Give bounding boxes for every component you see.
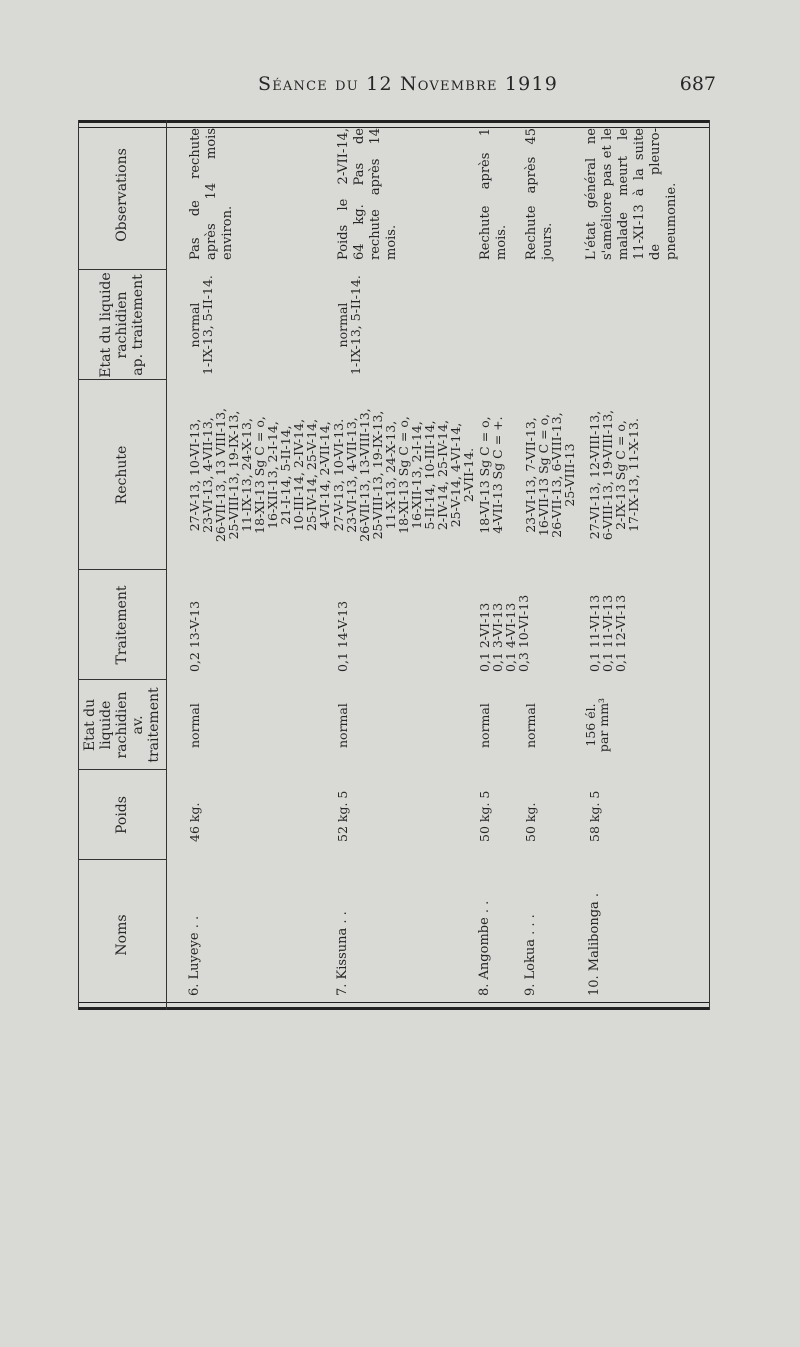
data-table — [78, 120, 710, 1010]
row-10-observations: L'état général ne s'améliore pas et le malade meurt le 11-XI-13 à la suite de pleuro-pneumonie. — [584, 128, 679, 260]
col-header-observations: Observations — [114, 148, 130, 242]
row-10-rechute: 27-VI-13, 12-VIII-13, 6-VIII-13, 19-VIII-13, 2-IX-13 Sg C = o, 17-IX-13, 11-X-13. — [587, 409, 641, 541]
row-6-rechute: 27-V-13, 10-VI-13, 23-VI-13, 4-VII-13, 26-VII-13, 13 VIII-13, 25-VIII-13, 19-IX-13, 11-IX-13, 24-X-13, 18-XI-13 Sg C = o, 16-XII-13, 2-I-14, 21-I-14, 5-II-14, 10-III-14, 2-IV-14, 25-IV-14, 25-V-14, 4-VI-14, 2-VII-14, — [187, 407, 332, 543]
row-7-traitement: 0,1 14-V-13 — [335, 600, 350, 672]
row-6-poids: 46 kg. — [187, 802, 202, 842]
row-7-etat-ap: normal 1-IX-13, 5-II-14. — [335, 275, 363, 375]
row-9-poids: 50 kg. — [523, 802, 538, 842]
col-header-traitement: Traitement — [114, 585, 130, 665]
row-8-rechute: 18-VI-13 Sg C = o, 4-VII-13 Sg C = +. — [477, 416, 505, 534]
row-8-nom: 8. Angombe . . — [477, 900, 492, 996]
row-6-observations: Pas de rechute après 14 mois environ. — [188, 128, 235, 260]
row-10-etat-av: 156 él. par mm³ — [583, 697, 611, 753]
running-header — [0, 73, 800, 103]
col-header-rechute: Rechute — [114, 445, 130, 505]
row-6-etat-ap: normal 1-IX-13, 5-II-14. — [187, 275, 215, 375]
row-6-traitement: 0,2 13-V-13 — [187, 600, 202, 672]
row-8-poids: 50 kg. 5 — [477, 790, 492, 842]
row-9-observations: Rechute après 45 jours. — [524, 128, 555, 260]
row-7-nom: 7. Kissuna . . — [335, 911, 350, 996]
header-title: Séance du 12 Novembre 1919 — [258, 73, 559, 95]
col-header-etat-av: Etat du liquide rachidien av. traitement — [82, 687, 162, 763]
col-header-poids: Poids — [114, 796, 130, 834]
row-10-traitement: 0,1 11-VI-13 0,1 11-VI-13 0,1 12-VI-13 — [587, 594, 628, 672]
row-8-observations: Rechute après 1 mois. — [478, 128, 509, 260]
page-number: 687 — [679, 73, 716, 95]
row-7-etat-av: normal — [335, 703, 350, 748]
row-6-nom: 6. Luyeye . . — [187, 915, 202, 996]
row-7-poids: 52 kg. 5 — [335, 790, 350, 842]
row-8-etat-av: normal — [477, 703, 492, 748]
row-7-observations: Poids le 2-VII-14, 64 kg. Pas de rechute après 14 mois. — [336, 128, 399, 260]
row-10-nom: 10. Malibonga . — [587, 892, 602, 996]
row-8-traitement: 0,1 2-VI-13 0,1 3-VI-13 0,1 4-VI-13 0,3 10-VI-13 — [477, 594, 531, 672]
col-header-etat-ap: Etat du liquide rachidien ap. traitement — [98, 272, 146, 378]
row-9-nom: 9. Lokua . . . — [523, 914, 538, 996]
row-9-etat-av: normal — [523, 703, 538, 748]
row-7-rechute: 27-V-13, 10-VI-13. 23-VI-13, 4-VII-13, 26-VII-13, 13-VIII-13, 25-VIII-13, 19-IX-13, 11-X-13, 24-X-13, 18-XI-13 Sg C = o, 16-XII-13, 2-I-14, 5-II-14, 10-III-14, 2-IV-14, 25-IV-14, 25-V-14, 4-VI-14, 2-VII-14. — [331, 408, 476, 542]
row-10-poids: 58 kg. 5 — [587, 790, 602, 842]
col-header-noms: Noms — [114, 914, 130, 956]
row-9-rechute: 23-VI-13, 7-VII-13, 16-VII-13 Sg C = o, 26-VII-13, 6-VIII-13, 25-VIII-13 — [523, 412, 577, 538]
row-6-etat-av: normal — [187, 703, 202, 748]
